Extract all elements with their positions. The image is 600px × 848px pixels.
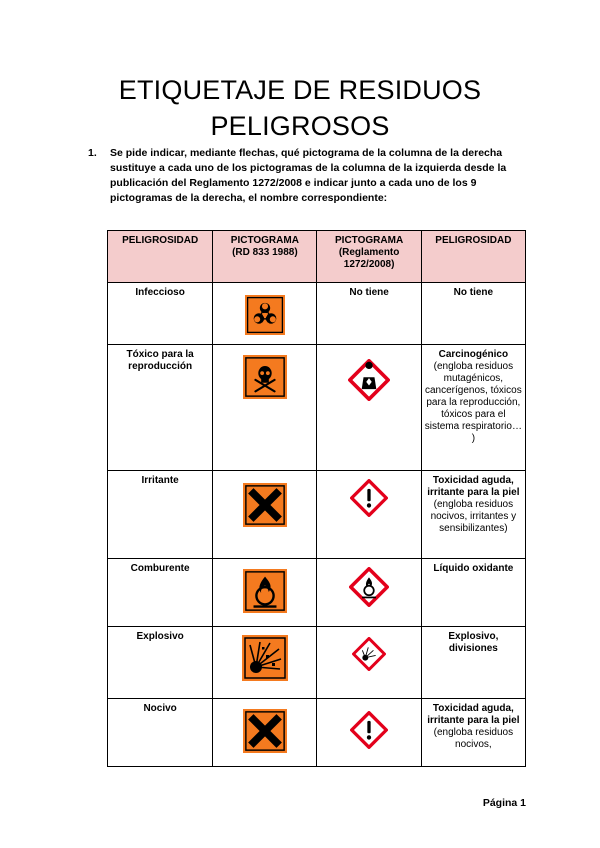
header-pictograma-new-title: PICTOGRAMA xyxy=(335,235,404,246)
new-pictogram-cell xyxy=(317,699,421,767)
table-row xyxy=(108,699,526,767)
page-number: Página 1 xyxy=(482,797,526,809)
old-pictogram-cell xyxy=(213,559,317,627)
hazard-name: Tóxico para la reproducción xyxy=(108,345,213,471)
result-bold: Líquido oxidante xyxy=(433,563,514,574)
exclamation-icon xyxy=(350,479,388,517)
x-cross-icon xyxy=(243,483,287,527)
new-pictogram-cell xyxy=(317,345,421,471)
page-title xyxy=(0,72,600,144)
new-pictogram-cell xyxy=(317,471,421,559)
exploding-bomb-diamond-icon xyxy=(352,637,386,671)
result-rest: (engloba residuos mutagénicos, cancerígenos, tóxicos para la reproducción, tóxicos para el sistema respiratorio… ) xyxy=(424,361,522,444)
table-row xyxy=(108,627,526,699)
header-pictograma-old xyxy=(213,231,317,283)
result-bold: No tiene xyxy=(453,287,494,298)
hazard-name: Explosivo xyxy=(108,627,213,699)
old-pictogram-cell xyxy=(213,627,317,699)
old-pictogram-cell xyxy=(213,345,317,471)
hazard-name: Infeccioso xyxy=(108,283,213,345)
result-rest: (engloba residuos nocivos, xyxy=(433,727,514,750)
table-row xyxy=(108,559,526,627)
result-cell xyxy=(421,699,525,767)
instruction-text: Se pide indicar, mediante flechas, qué pictograma de la columna de la derecha sustituye a cada uno de los pictogramas de la columna de la izquierda desde la publicación del Reglamento 1272/2008 e indicar junto a cada uno de los 9 pictogramas de la derecha, el nombre correspondiente: xyxy=(110,147,507,204)
title-line-1: ETIQUETAJE DE RESIDUOS xyxy=(118,75,482,105)
header-peligrosidad-result: PELIGROSIDAD xyxy=(421,231,525,283)
result-bold: Carcinogénico xyxy=(438,349,509,360)
header-peligrosidad: PELIGROSIDAD xyxy=(108,231,213,283)
biohazard-icon xyxy=(245,295,285,335)
header-pictograma-new-sub: (Reglamento 1272/2008) xyxy=(338,247,400,270)
health-hazard-icon xyxy=(348,359,390,401)
new-pictogram-cell: No tiene xyxy=(317,283,421,345)
instruction xyxy=(88,146,528,206)
table-row xyxy=(108,471,526,559)
table-row xyxy=(108,345,526,471)
flame-over-circle-icon xyxy=(243,569,287,613)
header-pictograma-new xyxy=(317,231,421,283)
table-header-row xyxy=(108,231,526,283)
result-cell xyxy=(421,471,525,559)
new-pictogram-cell xyxy=(317,627,421,699)
old-pictogram-cell xyxy=(213,471,317,559)
old-pictogram-cell xyxy=(213,283,317,345)
instruction-number: 1. xyxy=(88,147,97,159)
table-row xyxy=(108,283,526,345)
hazard-name: Comburente xyxy=(108,559,213,627)
result-bold: Explosivo, divisiones xyxy=(448,631,499,654)
result-cell xyxy=(421,345,525,471)
hazard-name: Irritante xyxy=(108,471,213,559)
skull-crossbones-icon xyxy=(243,355,287,399)
result-bold: Toxicidad aguda, irritante para la piel xyxy=(427,703,520,726)
exclamation-icon xyxy=(350,711,388,749)
result-bold: Toxicidad aguda, irritante para la piel xyxy=(427,475,520,498)
pictogram-table xyxy=(107,230,526,767)
header-pictograma-old-sub: (RD 833 1988) xyxy=(232,247,298,258)
result-cell xyxy=(421,283,525,345)
title-line-2: PELIGROSOS xyxy=(210,111,390,141)
result-cell xyxy=(421,627,525,699)
header-pictograma-old-title: PICTOGRAMA xyxy=(230,235,299,246)
new-pictogram-cell xyxy=(317,559,421,627)
result-rest: (engloba residuos nocivos, irritantes y sensibilizantes) xyxy=(430,499,517,534)
old-pictogram-cell xyxy=(213,699,317,767)
x-cross-icon xyxy=(243,709,287,753)
exploding-bomb-icon xyxy=(242,635,288,681)
result-cell xyxy=(421,559,525,627)
flame-over-circle-diamond-icon xyxy=(349,567,389,607)
hazard-name: Nocivo xyxy=(108,699,213,767)
